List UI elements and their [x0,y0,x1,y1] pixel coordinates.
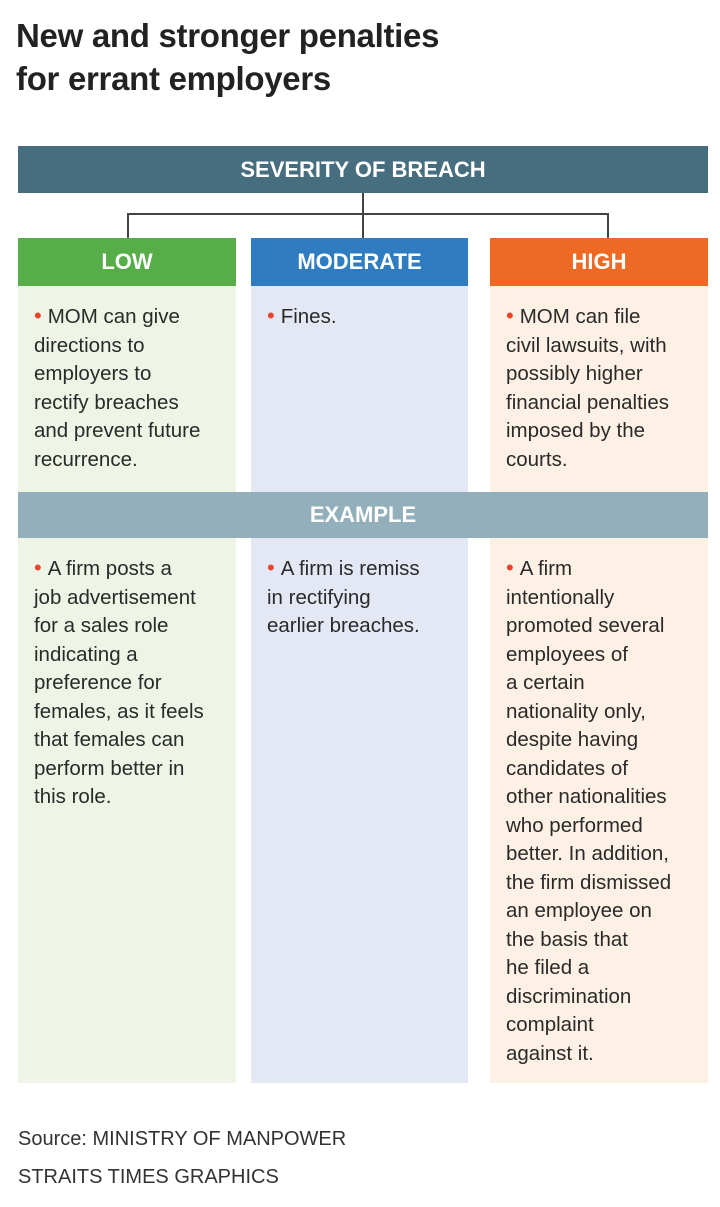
bullet-icon: • [267,555,275,580]
page-title: New and stronger penalties for errant employers [16,17,440,97]
bullet-icon: • [34,303,42,328]
penalty-moderate [251,286,468,492]
penalty-high [490,286,708,492]
bullet-icon: • [506,303,514,328]
level-header-low: LOW [18,238,236,286]
severity-header: SEVERITY OF BREACH [18,146,708,193]
example-text: A firm is remiss in rectifying earlier breaches. [267,557,420,637]
bullet-icon: • [267,303,275,328]
example-moderate [251,538,468,1083]
bullet-icon: • [506,555,514,580]
penalty-text: Fines. [280,305,337,328]
bullet-icon: • [34,555,42,580]
connector-line [362,193,364,238]
credit-text: STRAITS TIMES GRAPHICS [18,1166,279,1188]
example-high [490,538,708,1083]
source-text: Source: MINISTRY OF MANPOWER [18,1128,347,1150]
connector-line [127,213,129,238]
example-text: A firm posts a job advertisement for a sales role indicating a preference for females, as it feels that females can perform better in this role. [34,557,204,808]
penalty-low [18,286,236,492]
connector-line [607,213,609,238]
example-text: A firm intentionally promoted several employees of a certain nationality only, despite having candidates of other nationalities who performed better. In addition, the firm dismissed an employee on the basis that he filed a discrimination complaint against it. [506,557,672,1065]
level-header-high: HIGH [490,238,708,286]
connector-line [127,213,609,215]
penalty-text: MOM can file civil lawsuits, with possibly higher financial penalties imposed by the courts. [506,305,669,471]
penalty-text: MOM can give directions to employers to rectify breaches and prevent future recurrence. [34,305,201,471]
level-header-moderate: MODERATE [251,238,468,286]
example-header: EXAMPLE [18,492,708,538]
example-low [18,538,236,1083]
